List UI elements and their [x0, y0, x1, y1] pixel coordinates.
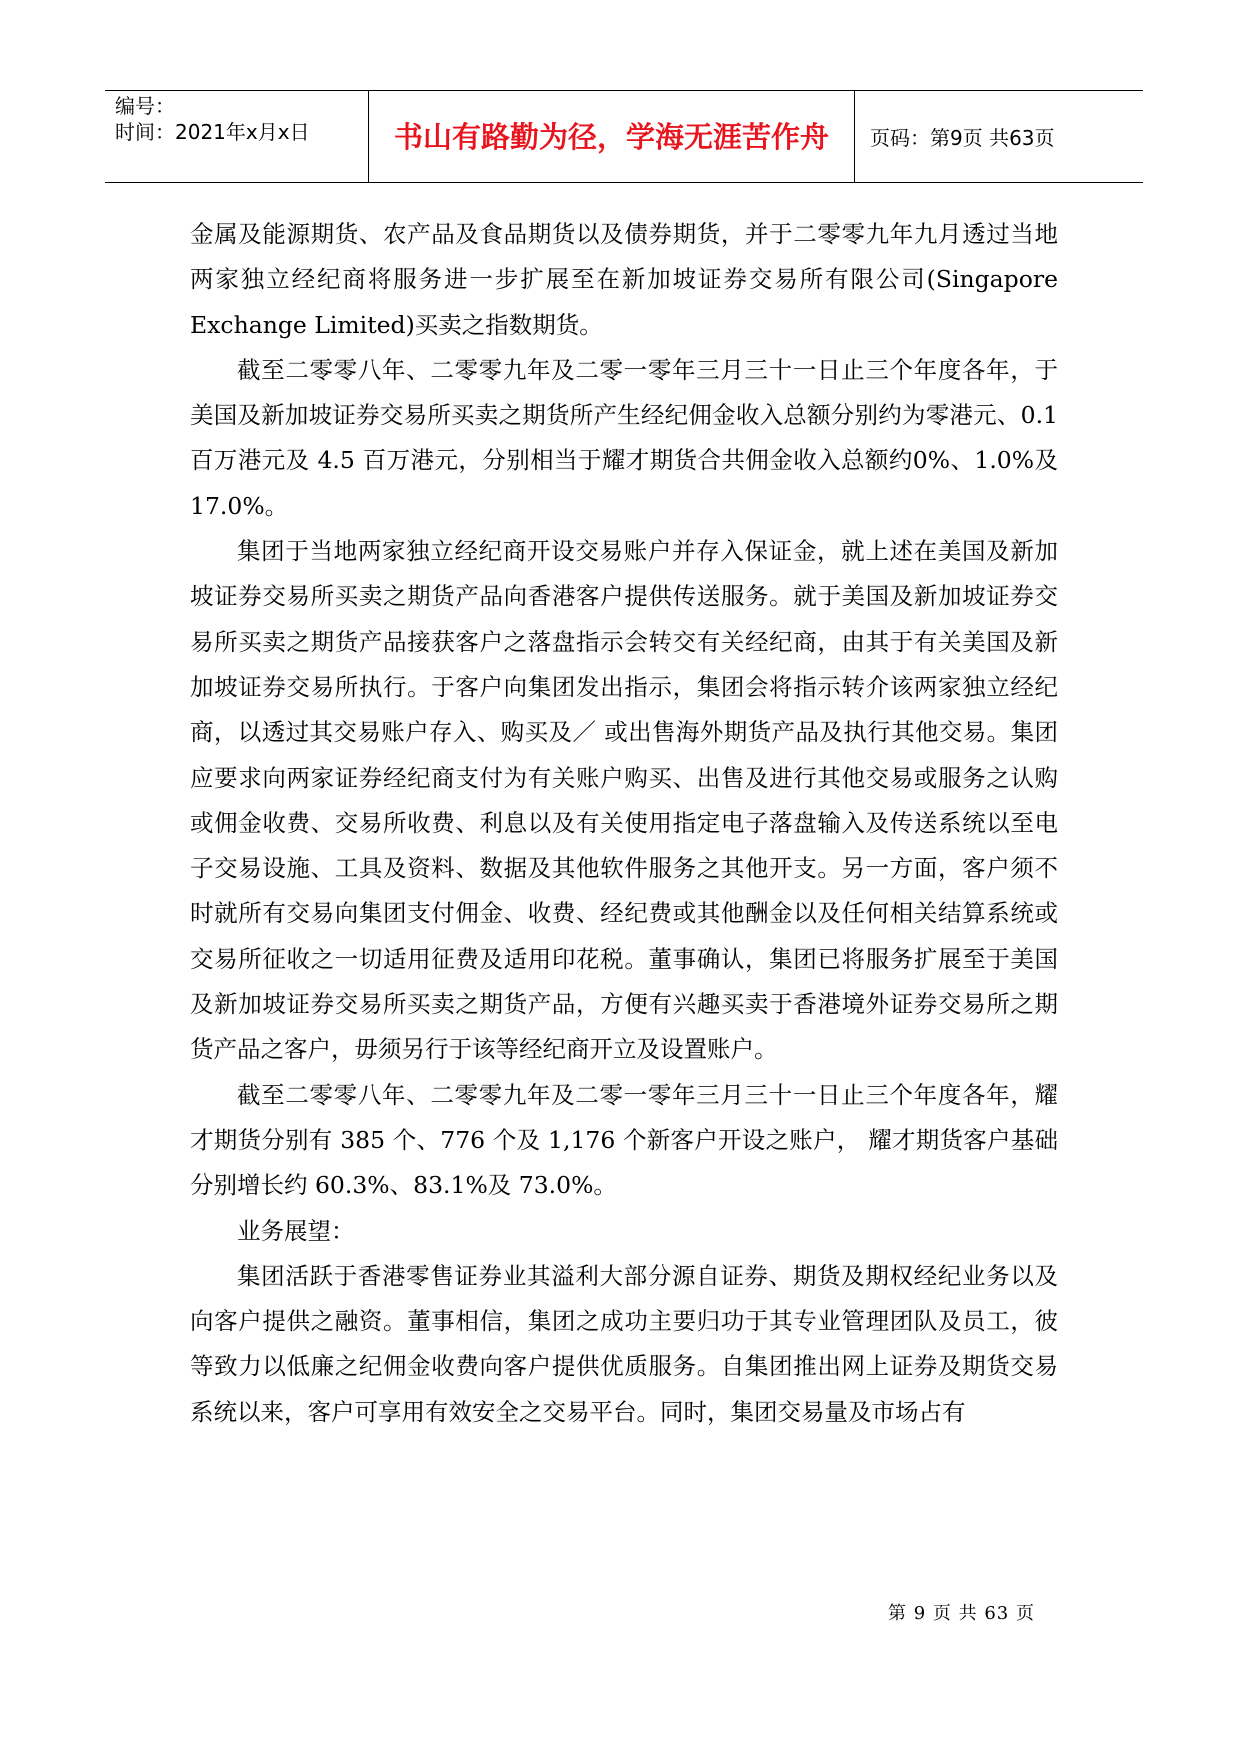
- body-paragraph: 截至二零零八年、二零零九年及二零一零年三月三十一日止三个年度各年，耀才期货分别有 385 个、776 个及 1,176 个新客户开设之账户， 耀才期货客户基础分别增长约 60.3%、83.1%及 73.0%。: [190, 1080, 1058, 1200]
- body-paragraph: 集团活跃于香港零售证券业其溢利大部分源自证券、期货及期权经纪业务以及向客户提供之融资。董事相信，集团之成功主要归功于其专业管理团队及员工，彼等致力以低廉之纪佣金收费向客户提供优质服务。自集团推出网上证券及期货交易系统以来，客户可享用有效安全之交易平台。同时，集团交易量及市场占有: [190, 1261, 1058, 1426]
- document-number-label: 编号：: [115, 94, 175, 118]
- header-meta: [115, 93, 371, 145]
- header-page-code: 页码：第9页 共63页: [870, 126, 1055, 150]
- page-header: [105, 90, 1143, 183]
- header-divider: [854, 91, 855, 182]
- body-paragraph: 金属及能源期货、农产品及食品期货以及债券期货，并于二零零九年九月透过当地两家独立经纪商将服务进一步扩展至在新加坡证券交易所有限公司(Singapore Exchange Limited)买卖之指数期货。: [190, 220, 1058, 339]
- header-motto: 书山有路勤为径，学海无涯苦作舟: [393, 120, 829, 154]
- body-paragraph: 集团于当地两家独立经纪商开设交易账户并存入保证金，就上述在美国及新加坡证券交易所买卖之期货产品向香港客户提供传送服务。就于美国及新加坡证券交易所买卖之期货产品接获客户之落盘指示会转交有关经纪商，由其于有关美国及新加坡证券交易所执行。于客户向集团发出指示，集团会将指示转介该两家独立经纪商，以透过其交易账户存入、购买及／ 或出售海外期货产品及执行其他交易。集团应要求向两家证券经纪商支付为有关账户购买、出售及进行其他交易或服务之认购或佣金收费、交易所收费、利息以及有关使用指定电子落盘输入及传送系统以至电子交易设施、工具及资料、数据及其他软件服务之其他开支。另一方面，客户须不时就所有交易向集团支付佣金、收费、经纪费或其他酬金以及任何相关结算系统或交易所征收之一切适用征费及适用印花税。董事确认，集团已将服务扩展至于美国及新加坡证券交易所买卖之期货产品，方便有兴趣买卖于香港境外证券交易所之期货产品之客户，毋须另行于该等经纪商开立及设置账户。: [190, 537, 1058, 1064]
- document-body: [190, 212, 1058, 1435]
- document-time: 时间：2021年x月x日: [115, 120, 310, 144]
- page-footer: 第 9 页 共 63 页: [888, 1603, 1035, 1624]
- body-paragraph: 截至二零零八年、二零零九年及二零一零年三月三十一日止三个年度各年，于美国及新加坡证券交易所买卖之期货所产生经纪佣金收入总额分别约为零港元、0.1 百万港元及 4.5 百万港元，分别相当于耀才期货合共佣金收入总额约0%、1.0%及 17.0%。: [190, 355, 1058, 520]
- section-heading: 业务展望：: [237, 1216, 355, 1245]
